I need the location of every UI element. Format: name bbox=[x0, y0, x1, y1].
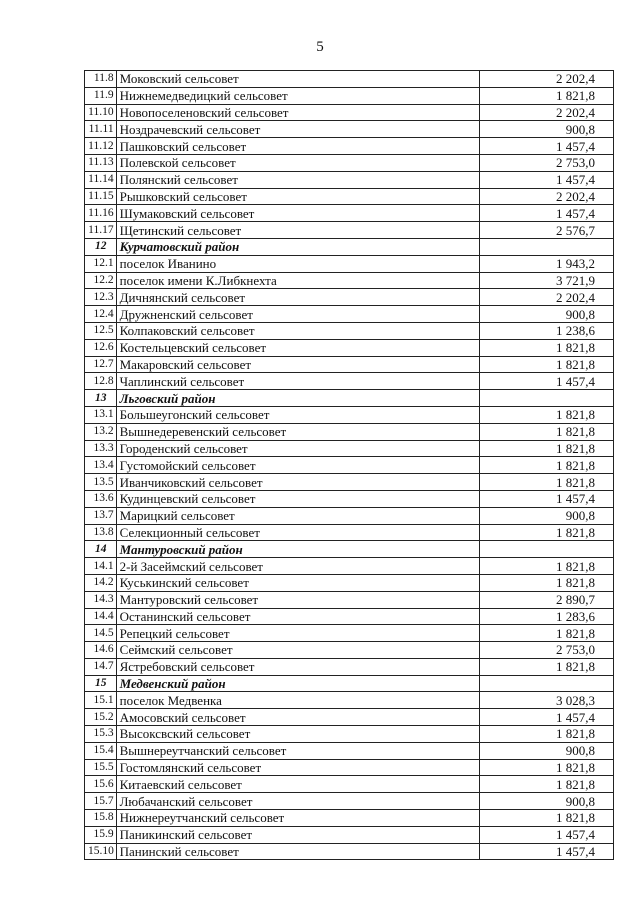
row-number: 14.6 bbox=[85, 642, 117, 659]
amount-value: 1 821,8 bbox=[480, 558, 614, 575]
row-number: 11.15 bbox=[85, 188, 117, 205]
amount-value: 1 457,4 bbox=[480, 171, 614, 188]
row-number: 11.12 bbox=[85, 138, 117, 155]
row-number: 12 bbox=[85, 238, 117, 255]
municipality-name: Высоксвский сельсовет bbox=[116, 726, 480, 743]
table-body bbox=[85, 71, 614, 860]
table-row bbox=[85, 793, 614, 810]
municipality-name: Колпаковский сельсовет bbox=[116, 322, 480, 339]
municipality-name: Костельцевский сельсовет bbox=[116, 339, 480, 356]
municipality-name: Вышнереутчанский сельсовет bbox=[116, 742, 480, 759]
table-row bbox=[85, 440, 614, 457]
municipality-name: Городенский сельсовет bbox=[116, 440, 480, 457]
row-number: 15.7 bbox=[85, 793, 117, 810]
municipality-name: Репецкий сельсовет bbox=[116, 625, 480, 642]
row-number: 15.10 bbox=[85, 843, 117, 860]
row-number: 14 bbox=[85, 541, 117, 558]
table-row bbox=[85, 87, 614, 104]
table-row bbox=[85, 406, 614, 423]
row-number: 15.9 bbox=[85, 826, 117, 843]
amount-value: 1 821,8 bbox=[480, 726, 614, 743]
row-number: 12.3 bbox=[85, 289, 117, 306]
allocation-table bbox=[84, 70, 614, 860]
row-number: 12.6 bbox=[85, 339, 117, 356]
table-row bbox=[85, 810, 614, 827]
amount-value: 1 821,8 bbox=[480, 406, 614, 423]
amount-value: 900,8 bbox=[480, 121, 614, 138]
amount-value: 1 821,8 bbox=[480, 474, 614, 491]
table-row bbox=[85, 423, 614, 440]
amount-value: 3 028,3 bbox=[480, 692, 614, 709]
table-row bbox=[85, 255, 614, 272]
amount-value: 1 457,4 bbox=[480, 373, 614, 390]
table-row bbox=[85, 457, 614, 474]
table-row bbox=[85, 642, 614, 659]
amount-value bbox=[480, 238, 614, 255]
municipality-name: Иванчиковский сельсовет bbox=[116, 474, 480, 491]
municipality-name: Нижнемедведицкий сельсовет bbox=[116, 87, 480, 104]
table-row bbox=[85, 574, 614, 591]
table-row bbox=[85, 709, 614, 726]
municipality-name: Китаевский сельсовет bbox=[116, 776, 480, 793]
municipality-name: 2-й Засеймский сельсовет bbox=[116, 558, 480, 575]
table-row bbox=[85, 71, 614, 88]
amount-value: 900,8 bbox=[480, 793, 614, 810]
table-row bbox=[85, 490, 614, 507]
table-row bbox=[85, 826, 614, 843]
municipality-name: Дружненский сельсовет bbox=[116, 306, 480, 323]
amount-value: 2 202,4 bbox=[480, 289, 614, 306]
row-number: 11.14 bbox=[85, 171, 117, 188]
district-name: Льговский район bbox=[116, 390, 480, 407]
table-row bbox=[85, 558, 614, 575]
municipality-name: Новопоселеновский сельсовет bbox=[116, 104, 480, 121]
amount-value: 1 821,8 bbox=[480, 457, 614, 474]
table-row bbox=[85, 591, 614, 608]
table-row bbox=[85, 272, 614, 289]
municipality-name: Чаплинский сельсовет bbox=[116, 373, 480, 390]
table-row bbox=[85, 339, 614, 356]
table-row bbox=[85, 507, 614, 524]
municipality-name: Любачанский сельсовет bbox=[116, 793, 480, 810]
row-number: 11.17 bbox=[85, 222, 117, 239]
row-number: 15 bbox=[85, 675, 117, 692]
table-row bbox=[85, 188, 614, 205]
amount-value: 1 821,8 bbox=[480, 759, 614, 776]
amount-value: 1 943,2 bbox=[480, 255, 614, 272]
row-number: 12.7 bbox=[85, 356, 117, 373]
table-row bbox=[85, 843, 614, 860]
row-number: 12.1 bbox=[85, 255, 117, 272]
row-number: 13.4 bbox=[85, 457, 117, 474]
municipality-name: поселок Иванино bbox=[116, 255, 480, 272]
municipality-name: Густомойский сельсовет bbox=[116, 457, 480, 474]
table-row bbox=[85, 658, 614, 675]
amount-value: 1 457,4 bbox=[480, 205, 614, 222]
amount-value: 2 576,7 bbox=[480, 222, 614, 239]
table-row bbox=[85, 474, 614, 491]
table-row bbox=[85, 154, 614, 171]
row-number: 11.13 bbox=[85, 154, 117, 171]
municipality-name: Ноздрачевский сельсовет bbox=[116, 121, 480, 138]
row-number: 12.4 bbox=[85, 306, 117, 323]
district-name: Мантуровский район bbox=[116, 541, 480, 558]
district-name: Медвенский район bbox=[116, 675, 480, 692]
table-row bbox=[85, 222, 614, 239]
table-row bbox=[85, 625, 614, 642]
row-number: 15.1 bbox=[85, 692, 117, 709]
municipality-name: Сеймский сельсовет bbox=[116, 642, 480, 659]
amount-value bbox=[480, 675, 614, 692]
municipality-name: Полевской сельсовет bbox=[116, 154, 480, 171]
amount-value: 1 821,8 bbox=[480, 574, 614, 591]
municipality-name: Нижнереутчанский сельсовет bbox=[116, 810, 480, 827]
table-row bbox=[85, 322, 614, 339]
municipality-name: поселок имени К.Либкнехта bbox=[116, 272, 480, 289]
table-row bbox=[85, 104, 614, 121]
row-number: 11.16 bbox=[85, 205, 117, 222]
row-number: 13.1 bbox=[85, 406, 117, 423]
table-row bbox=[85, 524, 614, 541]
municipality-name: Дичнянский сельсовет bbox=[116, 289, 480, 306]
row-number: 11.10 bbox=[85, 104, 117, 121]
page-number: 5 bbox=[316, 39, 324, 55]
municipality-name: Большеугонский сельсовет bbox=[116, 406, 480, 423]
district-row bbox=[85, 541, 614, 558]
municipality-name: Ястребовский сельсовет bbox=[116, 658, 480, 675]
row-number: 13 bbox=[85, 390, 117, 407]
municipality-name: Моковский сельсовет bbox=[116, 71, 480, 88]
row-number: 15.8 bbox=[85, 810, 117, 827]
amount-value: 1 821,8 bbox=[480, 423, 614, 440]
row-number: 13.5 bbox=[85, 474, 117, 491]
municipality-name: Панинский сельсовет bbox=[116, 843, 480, 860]
row-number: 15.4 bbox=[85, 742, 117, 759]
amount-value: 1 457,4 bbox=[480, 490, 614, 507]
amount-value: 900,8 bbox=[480, 742, 614, 759]
amount-value: 1 457,4 bbox=[480, 843, 614, 860]
municipality-name: Мантуровский сельсовет bbox=[116, 591, 480, 608]
amount-value: 3 721,9 bbox=[480, 272, 614, 289]
municipality-name: Шумаковский сельсовет bbox=[116, 205, 480, 222]
amount-value: 2 753,0 bbox=[480, 642, 614, 659]
table-row bbox=[85, 692, 614, 709]
row-number: 13.3 bbox=[85, 440, 117, 457]
district-row bbox=[85, 238, 614, 255]
row-number: 11.11 bbox=[85, 121, 117, 138]
municipality-name: Щетинский сельсовет bbox=[116, 222, 480, 239]
amount-value: 1 821,8 bbox=[480, 625, 614, 642]
amount-value: 900,8 bbox=[480, 507, 614, 524]
row-number: 14.3 bbox=[85, 591, 117, 608]
municipality-name: Куськинский сельсовет bbox=[116, 574, 480, 591]
amount-value: 1 457,4 bbox=[480, 709, 614, 726]
amount-value: 2 202,4 bbox=[480, 71, 614, 88]
district-name: Курчатовский район bbox=[116, 238, 480, 255]
table-row bbox=[85, 726, 614, 743]
table-row bbox=[85, 608, 614, 625]
table-row bbox=[85, 759, 614, 776]
row-number: 14.2 bbox=[85, 574, 117, 591]
row-number: 12.5 bbox=[85, 322, 117, 339]
row-number: 15.2 bbox=[85, 709, 117, 726]
row-number: 15.5 bbox=[85, 759, 117, 776]
municipality-name: Гостомлянский сельсовет bbox=[116, 759, 480, 776]
amount-value: 1 821,8 bbox=[480, 356, 614, 373]
district-row bbox=[85, 390, 614, 407]
amount-value: 1 821,8 bbox=[480, 440, 614, 457]
row-number: 11.9 bbox=[85, 87, 117, 104]
amount-value: 1 283,6 bbox=[480, 608, 614, 625]
amount-value: 2 202,4 bbox=[480, 188, 614, 205]
amount-value: 1 457,4 bbox=[480, 826, 614, 843]
municipality-name: Амосовский сельсовет bbox=[116, 709, 480, 726]
municipality-name: Кудинцевский сельсовет bbox=[116, 490, 480, 507]
municipality-name: Полянский сельсовет bbox=[116, 171, 480, 188]
table-row bbox=[85, 742, 614, 759]
table-row bbox=[85, 373, 614, 390]
municipality-name: поселок Медвенка bbox=[116, 692, 480, 709]
municipality-name: Пашковский сельсовет bbox=[116, 138, 480, 155]
row-number: 12.8 bbox=[85, 373, 117, 390]
amount-value: 2 753,0 bbox=[480, 154, 614, 171]
municipality-name: Рышковский сельсовет bbox=[116, 188, 480, 205]
amount-value: 1 821,8 bbox=[480, 658, 614, 675]
row-number: 15.6 bbox=[85, 776, 117, 793]
table-row bbox=[85, 306, 614, 323]
amount-value bbox=[480, 541, 614, 558]
table-row bbox=[85, 289, 614, 306]
table-row bbox=[85, 138, 614, 155]
district-row bbox=[85, 675, 614, 692]
row-number: 13.2 bbox=[85, 423, 117, 440]
amount-value: 1 821,8 bbox=[480, 339, 614, 356]
amount-value: 2 202,4 bbox=[480, 104, 614, 121]
row-number: 11.8 bbox=[85, 71, 117, 88]
amount-value: 2 890,7 bbox=[480, 591, 614, 608]
row-number: 14.4 bbox=[85, 608, 117, 625]
municipality-name: Вышнедеревенский сельсовет bbox=[116, 423, 480, 440]
table-row bbox=[85, 356, 614, 373]
table-row bbox=[85, 171, 614, 188]
amount-value bbox=[480, 390, 614, 407]
table-row bbox=[85, 205, 614, 222]
row-number: 14.5 bbox=[85, 625, 117, 642]
municipality-name: Макаровский сельсовет bbox=[116, 356, 480, 373]
row-number: 13.7 bbox=[85, 507, 117, 524]
table-row bbox=[85, 776, 614, 793]
amount-value: 1 821,8 bbox=[480, 524, 614, 541]
amount-value: 900,8 bbox=[480, 306, 614, 323]
municipality-name: Паникинский сельсовет bbox=[116, 826, 480, 843]
row-number: 14.1 bbox=[85, 558, 117, 575]
row-number: 15.3 bbox=[85, 726, 117, 743]
amount-value: 1 821,8 bbox=[480, 776, 614, 793]
amount-value: 1 821,8 bbox=[480, 87, 614, 104]
municipality-name: Останинский сельсовет bbox=[116, 608, 480, 625]
amount-value: 1 238,6 bbox=[480, 322, 614, 339]
row-number: 13.6 bbox=[85, 490, 117, 507]
row-number: 13.8 bbox=[85, 524, 117, 541]
amount-value: 1 821,8 bbox=[480, 810, 614, 827]
row-number: 12.2 bbox=[85, 272, 117, 289]
row-number: 14.7 bbox=[85, 658, 117, 675]
municipality-name: Селекционный сельсовет bbox=[116, 524, 480, 541]
municipality-name: Марицкий сельсовет bbox=[116, 507, 480, 524]
amount-value: 1 457,4 bbox=[480, 138, 614, 155]
table-row bbox=[85, 121, 614, 138]
